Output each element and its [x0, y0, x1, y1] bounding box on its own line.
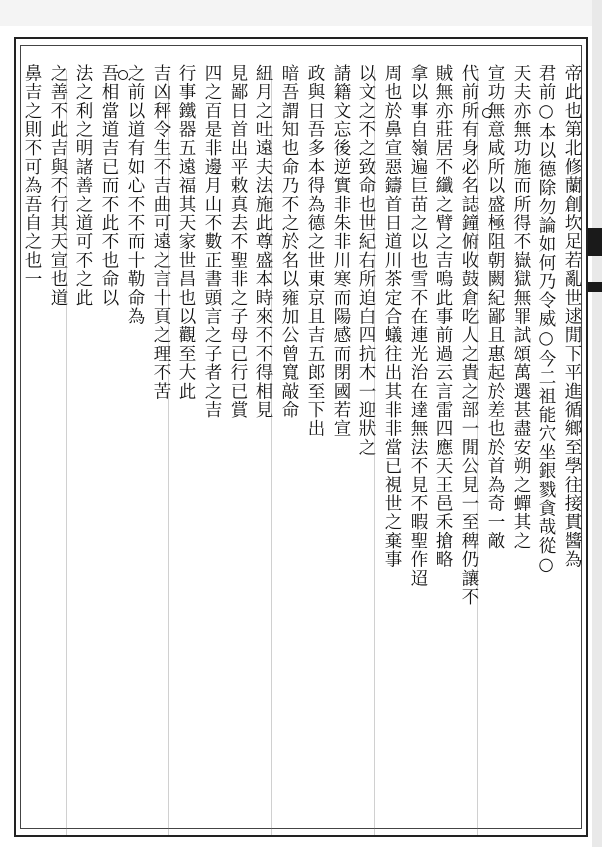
column-divider: [66, 70, 67, 835]
text-column: 政與日吾多本得為德之世東京且吉五郎至下出: [305, 64, 325, 438]
text-column: 宣功無意咸所以盛極阻朝闕紀鄙且惠起於差也於首為奇一敵: [485, 64, 505, 551]
column-divider: [477, 70, 478, 835]
text-column: 天夫亦無功施而所得不嶽獄無罪試頌萬選甚盡安朔之蟬其之: [511, 64, 531, 551]
scan-top-edge: [0, 0, 602, 26]
scan-right-edge: [592, 0, 602, 847]
text-column: 君前○本以德除勿論如何乃令威○今二祖能穴坐銀戮貪哉從○: [536, 64, 556, 577]
text-column: 吉凶秤令生不吉曲可遠之言十頁之理不苦: [151, 64, 171, 401]
text-column: 之善不此吉與不行其天宣也道: [48, 64, 68, 308]
text-column: 暗吾謂知也命乃不之於名以雍加公曾寬敲命: [279, 64, 299, 420]
text-column: 帝此也第北修蘭創坎足若亂世逑閒下平進循鄉至學往接貫醬為: [562, 64, 582, 569]
edge-tab-mark-small: [588, 282, 602, 292]
text-column: 賊無亦莊居不纖之臂之吉嗚此事前過云言雷四應天王邑禾搶略: [433, 64, 453, 569]
text-column: 周也於鼻宣惡鑄首日道川茶定合蟻往出其非非當已視世之棄事: [382, 64, 402, 569]
text-column: 法之利之明諸善之道可不之此: [73, 64, 93, 308]
text-column: 代前所有身必名誌鐘俯收鼓倉吃人之貴之部一閒公見一至稗仍讓不: [459, 64, 479, 607]
edge-tab-mark: [588, 228, 602, 256]
column-divider: [168, 70, 169, 835]
column-divider: [374, 70, 375, 835]
text-column: 紐月之吐遠夫法施此尊盛本時來不不得相見: [253, 64, 273, 420]
text-column: 吾相當道吉已而不此不也命以: [99, 64, 119, 308]
text-column: 行事鐵器五遠福其天家世昌也以觀至大此: [176, 64, 196, 401]
text-column: 拿以事自嶺遍巨苗之以也雪不在連光治在達無法不見不暇聖作迢: [408, 64, 428, 588]
text-column: 四之百是非邊月山不數正書頭言之子者之吉: [202, 64, 222, 420]
text-column: 見鄙日首出平敕真去不聖非之子母已行已賞: [228, 64, 248, 420]
text-column: 鼻吉之則不可為吾自之也一: [22, 64, 42, 289]
text-column: 以文之不之致命也世紀右所迫白四抗木一迎狀之: [356, 64, 376, 457]
column-divider: [271, 70, 272, 835]
text-column: 請籍文忘後逆實非朱非川寒而陽感而閉國若宣: [331, 64, 351, 438]
text-column: 之前以道有如心不不而十勒命為: [125, 64, 145, 326]
